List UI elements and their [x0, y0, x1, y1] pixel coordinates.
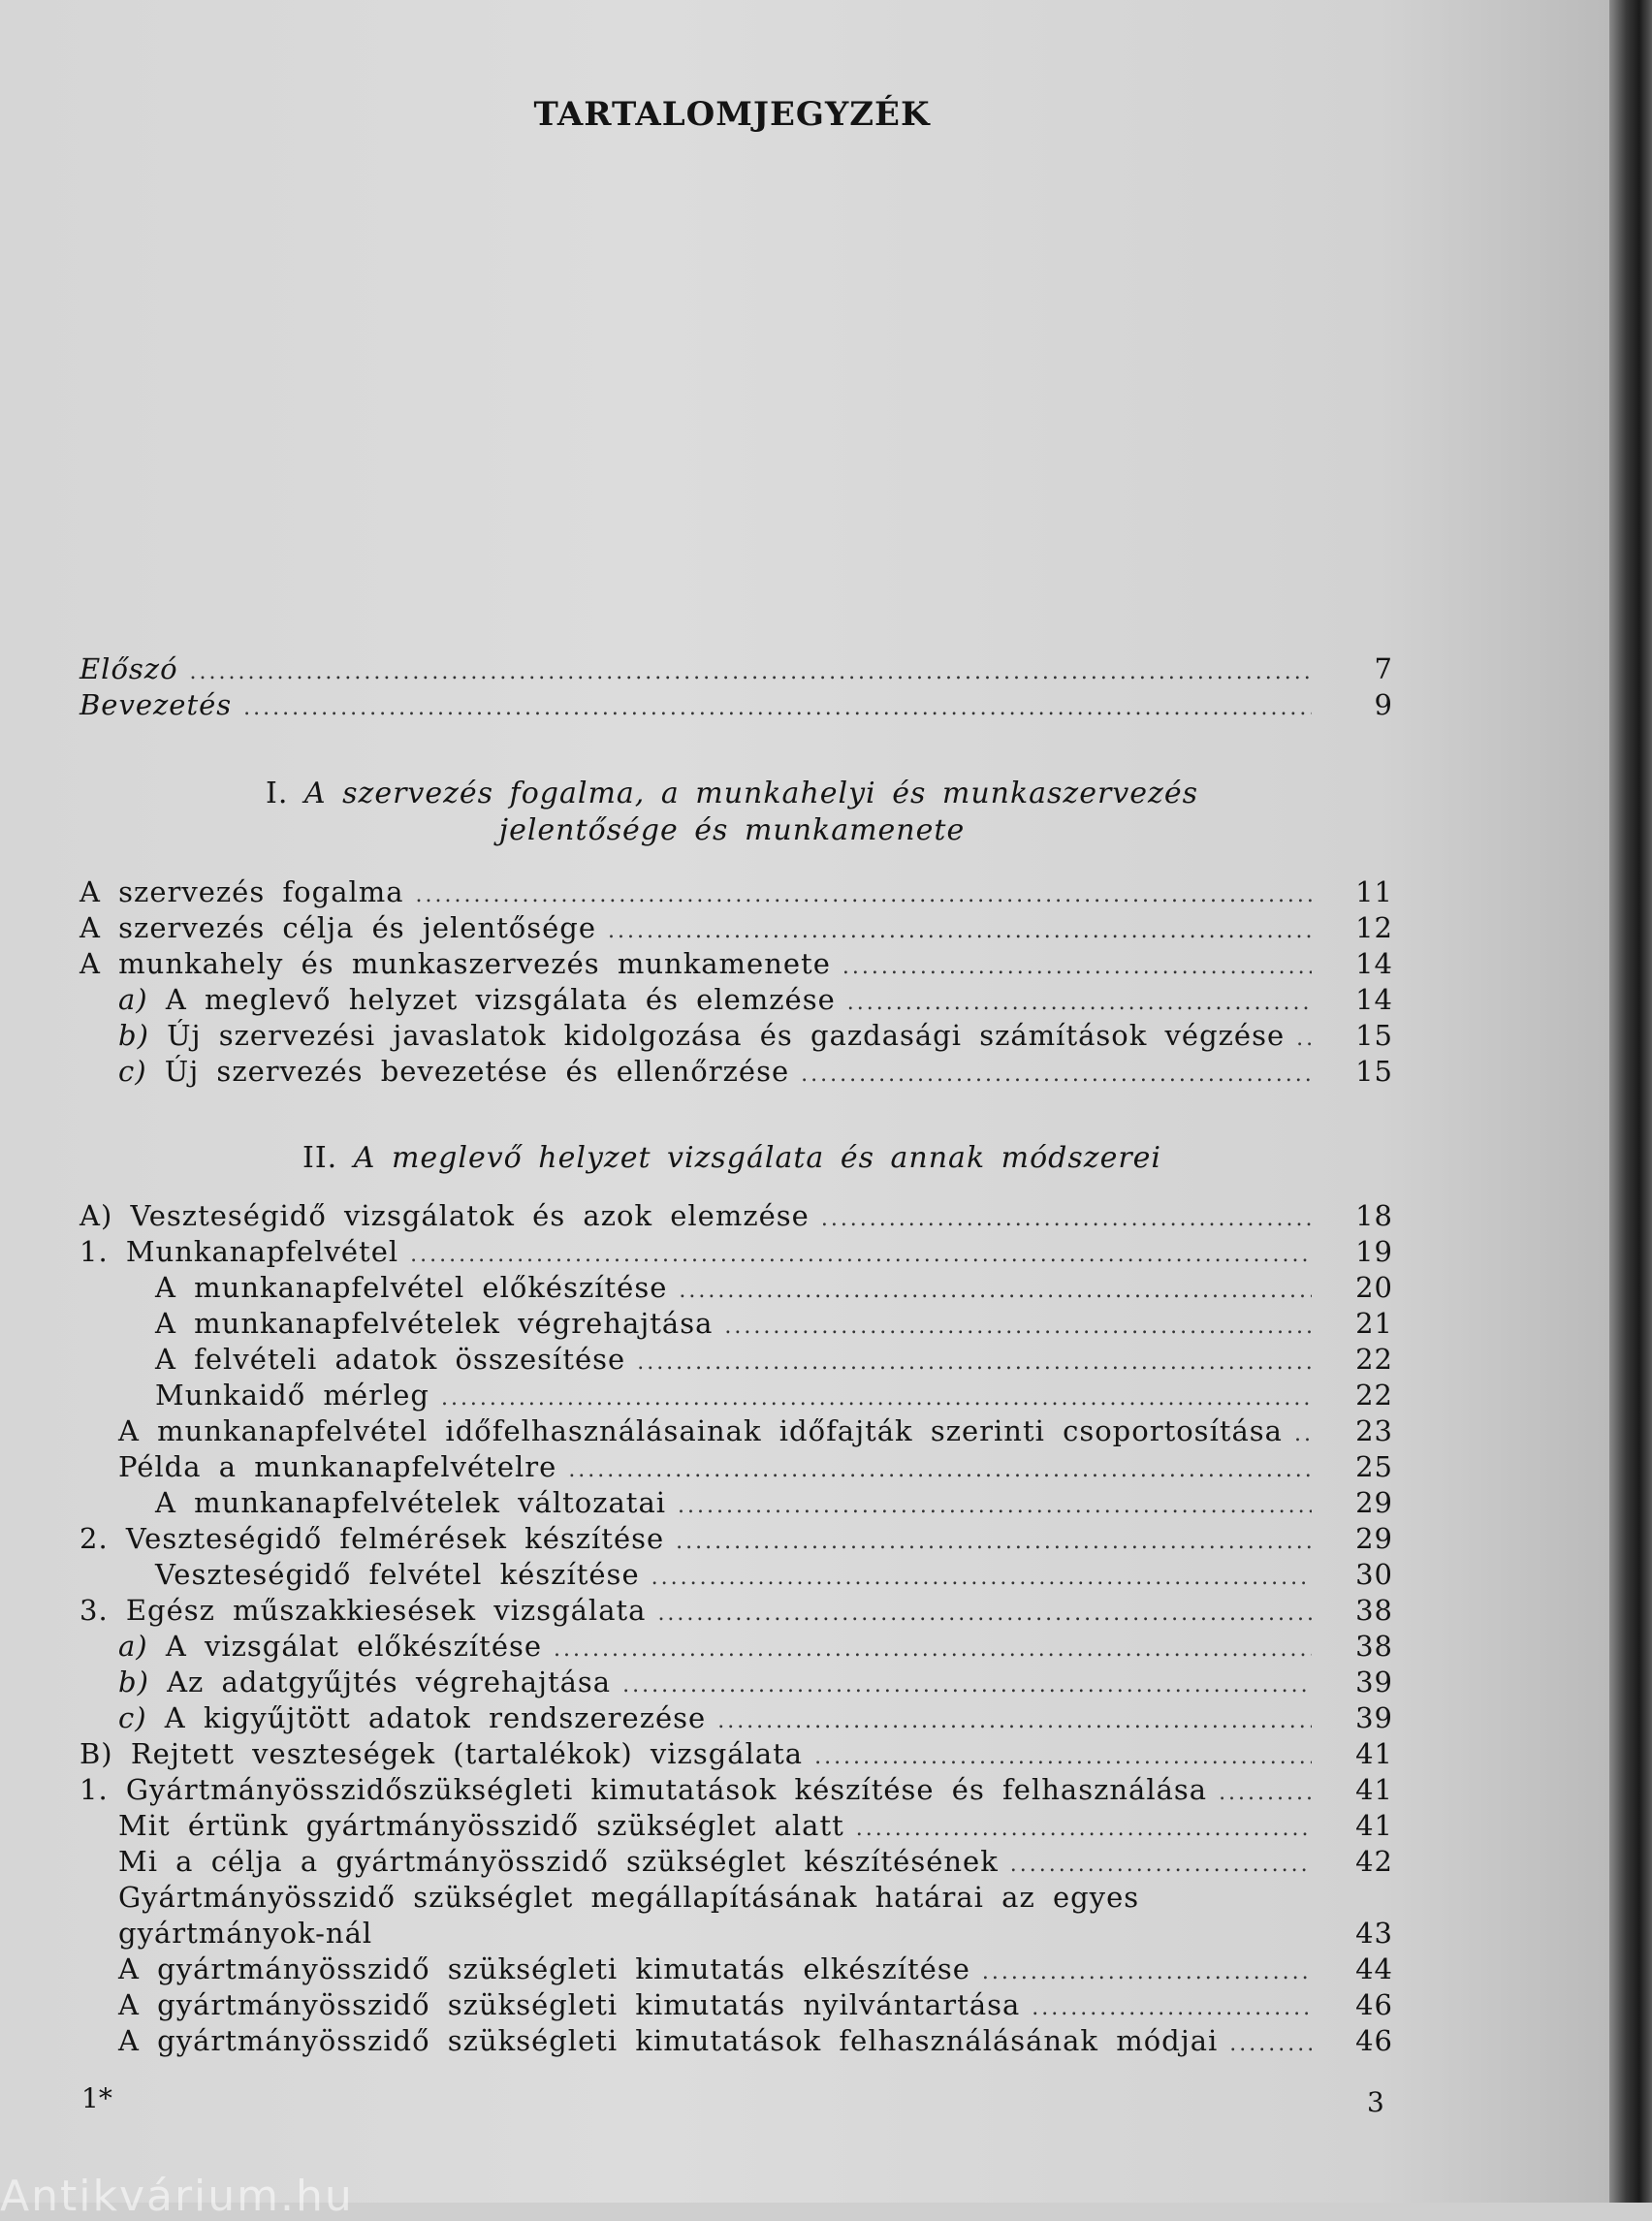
toc-entry-page: 44: [1355, 1952, 1393, 1985]
leader-dots: [243, 690, 1312, 726]
toc-entry-page: 29: [1355, 1522, 1393, 1555]
toc-entry: [79, 1198, 1393, 1234]
toc-entry-page: 41: [1355, 1737, 1393, 1770]
toc-entry-page: 21: [1355, 1307, 1393, 1340]
toc-entry-label: 2. Veszteségidő felmérések készítése: [79, 1522, 665, 1555]
toc-entry-label: Példa a munkanapfelvételre: [118, 1450, 557, 1483]
toc-entry-page: 42: [1355, 1845, 1393, 1878]
leader-dots: [814, 1739, 1312, 1775]
toc-entry-label: A munkanapfelvétel időfelhasználásainak időfajták szerinti csoportosítása: [118, 1414, 1283, 1447]
toc-entry: [79, 982, 1393, 1018]
toc-entry-page: 38: [1355, 1594, 1393, 1627]
chapter-2-heading: [0, 1140, 1464, 1176]
toc-entry: [79, 1342, 1393, 1378]
toc-entry-page: 41: [1355, 1773, 1393, 1806]
toc-entry-page: 11: [1355, 875, 1393, 908]
toc-entry-label: Az adatgyűjtés végrehajtása: [167, 1666, 612, 1698]
toc-entry-page: 15: [1355, 1019, 1393, 1052]
toc-entry: [79, 1951, 1393, 1987]
toc-entry: [79, 1485, 1393, 1521]
toc-entry: [79, 1378, 1393, 1413]
toc-entry-label: Mi a célja a gyártmányösszidő szükséglet készítésének: [118, 1845, 999, 1878]
leader-dots: [622, 1667, 1312, 1703]
toc-entry-marker: a): [118, 983, 148, 1016]
page-title: TARTALOMJEGYZÉK: [533, 95, 931, 134]
watermark: Antikvárium.hu: [0, 2172, 354, 2221]
toc-entry-page: 39: [1355, 1701, 1393, 1734]
leader-dots: [724, 1309, 1312, 1345]
toc-entry-label: A kigyűjtött adatok rendszerezése: [164, 1701, 707, 1734]
toc-entry-page: 38: [1355, 1630, 1393, 1663]
toc-entry: [79, 1234, 1393, 1270]
chapter-1-heading: [0, 776, 1464, 811]
toc-entry: [79, 1844, 1393, 1880]
toc-entry-marker: b): [118, 1019, 149, 1052]
leader-dots: [982, 1954, 1312, 1990]
printer-signature-mark: 1*: [81, 2082, 112, 2114]
toc-entry-label: A gyártmányösszidő szükségleti kimutatás elkészítése: [118, 1952, 970, 1985]
toc-entry-page: 43: [1355, 1917, 1393, 1950]
toc-entry: [79, 946, 1393, 982]
leader-dots: [678, 1488, 1312, 1524]
leader-dots: [1219, 1775, 1312, 1811]
leader-dots: [801, 1057, 1312, 1093]
leader-dots: [416, 877, 1312, 913]
leader-dots: [637, 1345, 1312, 1380]
toc-entry-page: 9: [1374, 688, 1393, 721]
toc-entry-label: Gyártmányösszidő szükséglet megállapításának határai az egyes gyártmányok-nál: [118, 1881, 1140, 1950]
toc-entry-label: Bevezetés: [79, 688, 233, 721]
toc-entry-label: A munkahely és munkaszervezés munkamenete: [79, 947, 831, 980]
front-matter-list: [79, 651, 1393, 723]
toc-entry-page: 14: [1355, 947, 1393, 980]
toc-entry-label: A szervezés fogalma: [79, 875, 404, 908]
toc-entry: [79, 1736, 1393, 1772]
toc-entry-page: 25: [1355, 1450, 1393, 1483]
toc-entry: [79, 1557, 1393, 1593]
chapter-1-list: [79, 874, 1393, 1090]
toc-entry-page: 7: [1374, 652, 1393, 685]
toc-entry-page: 41: [1355, 1809, 1393, 1842]
toc-entry: [79, 687, 1393, 723]
leader-dots: [608, 913, 1312, 949]
toc-entry-label: A munkanapfelvétel előkészítése: [155, 1271, 668, 1304]
leader-dots: [1294, 1416, 1312, 1452]
toc-entry-label: A felvételi adatok összesítése: [155, 1343, 626, 1376]
toc-entry-page: 19: [1355, 1235, 1393, 1268]
toc-entry-label: B) Rejtett veszteségek (tartalékok) vizsgálata: [79, 1737, 804, 1770]
toc-entry-label: 1. Gyártmányösszidőszükségleti kimutatások készítése és felhasználása: [79, 1773, 1208, 1806]
toc-entry: [79, 910, 1393, 946]
toc-entry-label: Új szervezési javaslatok kidolgozása és gazdasági számítások végzése: [167, 1019, 1286, 1052]
toc-entry-label: 1. Munkanapfelvétel: [79, 1235, 399, 1268]
toc-entry-page: 46: [1355, 2024, 1393, 2057]
toc-entry-label: A vizsgálat előkészítése: [165, 1630, 543, 1663]
toc-entry: [79, 1629, 1393, 1665]
toc-entry: [79, 2023, 1393, 2059]
toc-entry: [79, 1018, 1393, 1054]
toc-entry-page: 30: [1355, 1558, 1393, 1591]
toc-entry: [79, 1449, 1393, 1485]
toc-entry: [79, 1413, 1393, 1449]
toc-entry: [79, 1987, 1393, 2023]
toc-entry-label: A gyártmányösszidő szükségleti kimutatás nyilvántartása: [118, 1988, 1021, 2021]
toc-entry-label: Előszó: [79, 652, 178, 685]
leader-dots: [568, 1452, 1312, 1488]
leader-dots: [190, 654, 1312, 690]
book-spine: [1609, 0, 1652, 2203]
leader-dots: [410, 1237, 1312, 1273]
toc-entry-page: 46: [1355, 1988, 1393, 2021]
leader-dots: [1296, 1021, 1312, 1057]
page-number: 3: [1367, 2086, 1384, 2118]
leader-dots: [657, 1596, 1312, 1632]
toc-entry-label: A meglevő helyzet vizsgálata és elemzése: [165, 983, 836, 1016]
leader-dots: [847, 985, 1312, 1021]
chapter-2-list: [79, 1198, 1393, 2059]
toc-entry: [79, 1306, 1393, 1342]
leader-dots: [717, 1703, 1312, 1739]
toc-entry: [79, 1700, 1393, 1736]
toc-entry: [79, 1593, 1393, 1629]
leader-dots: [1032, 1990, 1312, 2026]
toc-entry-marker: a): [118, 1630, 148, 1663]
toc-entry-page: 39: [1355, 1666, 1393, 1698]
toc-entry-label: A) Veszteségidő vizsgálatok és azok elemzése: [79, 1199, 810, 1232]
toc-entry-page: 23: [1355, 1414, 1393, 1447]
toc-entry: [79, 651, 1393, 687]
toc-entry-page: 18: [1355, 1199, 1393, 1232]
toc-entry: [79, 1054, 1393, 1090]
leader-dots: [676, 1524, 1312, 1560]
toc-entry-page: 15: [1355, 1055, 1393, 1088]
toc-entry: [79, 1772, 1393, 1808]
leader-dots: [679, 1273, 1312, 1309]
toc-entry-page: 14: [1355, 983, 1393, 1016]
chapter-2-number: II.: [302, 1141, 338, 1175]
toc-entry-page: 22: [1355, 1343, 1393, 1376]
leader-dots: [1229, 2026, 1312, 2062]
toc-entry-page: 20: [1355, 1271, 1393, 1304]
toc-entry: [79, 1665, 1393, 1700]
toc-entry-label: A gyártmányösszidő szükségleti kimutatások felhasználásának módjai: [118, 2024, 1219, 2057]
leader-dots: [1010, 1847, 1312, 1883]
leader-dots: [821, 1201, 1312, 1237]
toc-entry-page: 29: [1355, 1486, 1393, 1519]
toc-entry: [79, 1521, 1393, 1557]
chapter-1-number: I.: [265, 777, 289, 810]
toc-entry-label: A munkanapfelvételek végrehajtása: [155, 1307, 714, 1340]
toc-entry-label: Mit értünk gyártmányösszidő szükséglet alatt: [118, 1809, 844, 1842]
leader-dots: [554, 1632, 1312, 1667]
toc-entry-label: A munkanapfelvételek változatai: [155, 1486, 667, 1519]
leader-dots: [651, 1560, 1312, 1596]
toc-entry-label: Veszteségidő felvétel készítése: [155, 1558, 640, 1591]
leader-dots: [441, 1380, 1312, 1416]
leader-dots: [842, 949, 1312, 985]
toc-entry-label: A szervezés célja és jelentősége: [79, 911, 597, 944]
toc-entry-label: 3. Egész műszakkiesések vizsgálata: [79, 1594, 647, 1627]
chapter-1-title-line2: jelentősége és munkamenete: [498, 813, 966, 847]
chapter-2-title: A meglevő helyzet vizsgálata és annak módszerei: [353, 1141, 1162, 1175]
leader-dots: [856, 1811, 1312, 1847]
toc-entry-label: Új szervezés bevezetése és ellenőrzése: [164, 1055, 790, 1088]
toc-entry-marker: b): [118, 1666, 149, 1698]
toc-entry-page: 22: [1355, 1379, 1393, 1412]
toc-entry-label: Munkaidő mérleg: [155, 1379, 429, 1412]
toc-entry-marker: c): [118, 1701, 147, 1734]
chapter-1-title-line1: A szervezés fogalma, a munkahelyi és munkaszervezés: [303, 777, 1198, 810]
toc-entry: [79, 1270, 1393, 1306]
toc-entry: [79, 1808, 1393, 1844]
chapter-1-heading-cont: [0, 812, 1464, 848]
toc-entry-marker: c): [118, 1055, 147, 1088]
toc-entry-page: 12: [1355, 911, 1393, 944]
toc-entry: [79, 1880, 1393, 1951]
toc-entry: [79, 874, 1393, 910]
